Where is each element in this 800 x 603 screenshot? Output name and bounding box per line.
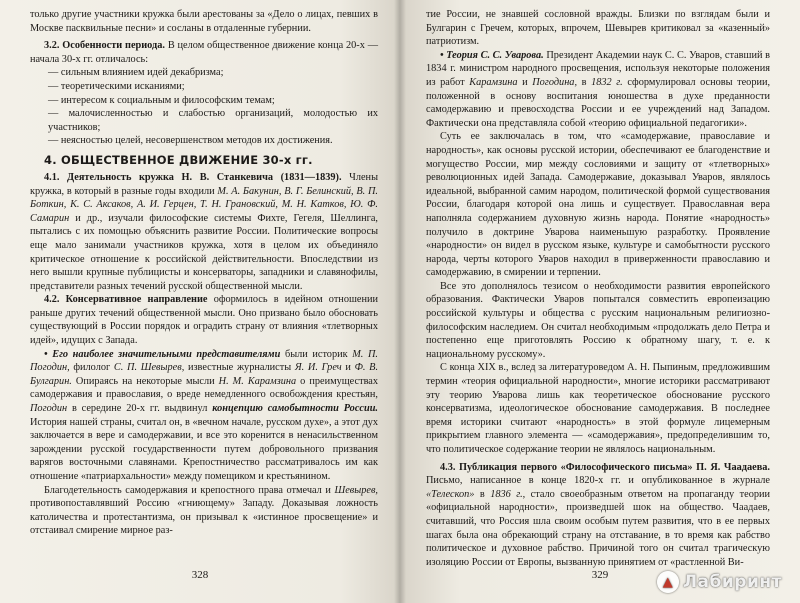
chapter-heading: 4. ОБЩЕСТВЕННОЕ ДВИЖЕНИЕ 30-х гг.: [44, 152, 313, 167]
paragraph: С конца XIX в., вслед за литературоведом А. Н. Пыпиным, предложившим термин «теория официальной народности», многие историки рассматривают эту теорию Уварова лишь как теоретическое обоснование русского консерватизма, идеологическое обоснование самодержавия. В последнее время историки считают «народность» в этой формуле лицемерным прикрытием главного элемента — «самодержавия», предопределившим то, что политическое содержание теории не являлось национальным.: [426, 362, 770, 455]
list-item: — неясностью целей, несовершенством методов их достижения.: [48, 135, 333, 147]
list-item: — малочисленностью и слабостью организаций, молодостью их участников;: [48, 108, 378, 133]
watermark-logo: ▲ Лабиринт: [657, 571, 782, 593]
paragraph: Благодетельность самодержавия и крепостного права отмечал и Шевырев, противопоставлявший Россию «гниющему» Западу. Доказывая ложность католичества и протестантизма, он призывал к «истинное просвещение» и отстаивал смирение мирное раз-: [30, 484, 378, 537]
right-page: [400, 0, 800, 603]
labirint-logo-icon: ▲: [657, 571, 679, 593]
page-number: 328: [191, 569, 209, 581]
list-item: — интересом к социальным и философским темам;: [48, 94, 275, 106]
uvarov-theory: • Теория С. С. Уварова. Президент Академии наук С. С. Уваров, ставший в 1834 г. министром народного просвещения, используя некоторые положения из работ Карамзина и Погодина, в 1832 г. сформулировал основы теории, положенной в основу воспитания юношества в духе преданности самодержавию и превосходства России и ее учреждений над Западом. Фактически она представляла собой «теорию официальной педагогики».: [426, 49, 771, 129]
section-4-3: 4.3. Публикация первого «Философического письма» П. Я. Чаадаева. Письмо, написанное в конце 1820-х гг. и опубликованное в журнале «Телескоп» в 1836 г., стало своеобразным ответом на пропаганду теории «официальной народности», произведшей шок на общество. Чаадаев, считавший, что Россия шла своим особым путем развития, что в ее первых шагах была она обрекающий страну на отставание, в то время как рабство политическое и духовное рабство. Причиной того он считал трагическую изоляцию России от Европы, вызванную принятием от «растленной Ви-: [426, 461, 771, 568]
section-4-1: 4.1. Деятельность кружка Н. В. Станкевича (1831—1839). Члены кружка, в который в разные годы входили М. А. Бакунин, В. Г. Белинский, В. П. Боткин, К. С. Аксаков, А. И. Герцен, Т. Н. Грановский, М. Н. Катков, Ю. Ф. Самарин и др., изучали философские системы Фихте, Гегеля, Шеллинга, пытались с их помощью объяснить развитие России. Политические вопросы еще мало занимали участников кружка, хотя в целом их объединяло критическое отношение к российской действительности. Впоследствии из него вышли крупные публицисты и консерваторы, западники и славянофилы, представители разных течений русской общественной мысли.: [30, 171, 379, 292]
paragraph: Все это дополнялось тезисом о необходимости развития европейского образования. Фактически Уваров попытался совместить европеизацию российской культуры и общества с русским национальным религиозно-философским наследием. Он считал необходимым «продолжать дело Петра и постепенно еще приготовлять Россию к обратному шагу, т. е. к национальному русскому».: [426, 280, 770, 360]
paragraph: Суть ее заключалась в том, что «самодержавие, православие и народность», как основы русской истории, обеспечивают ее благоденствие и могущество России, мир между сословиями и защиту от «тлетворных» революционных идей Запада. Самодержавие, доказывал Уваров, являлось идеальной, выбранной самим народом, политической формой существования России, благодаря которой она лишь и существует. Православная вера наполняла содержанием духовную жизнь народа. Понятие «народность» получило в доктрине Уварова наименьшую разработку. Проявление «народности» он видел в русском языке, культуре и самобытности русского народа, черты которого Уваров находил в приверженности православию и самодержавию, в смирении и терпении.: [426, 131, 770, 279]
paragraph: тие России, не знавшей сословной вражды. Близки по взглядам были и Булгарин с Гречем, которых, впрочем, Шевырев критиковал за «казенный» патриотизм.: [426, 9, 770, 48]
section-3-2: 3.2. Особенности периода. В целом общественное движение конца 20-х — начала 30-х гг. отличалось:: [30, 40, 378, 65]
section-4-2: 4.2. Консервативное направление оформилось в идейном отношении раньше других течений общественной мысли. Оно призвано было обосновать существующий в России порядок и оградить страну от влияния «тлетворных идей», идущих с Запада.: [30, 294, 379, 347]
list-item: — теоретическими исканиями;: [48, 80, 185, 92]
bullet-list: [30, 66, 378, 148]
representatives-paragraph: • Его наиболее значительными представителями были историк М. П. Погодин, филолог С. П. Шевырев, известные журналисты Я. И. Греч и Ф. В. Булгарин. Опираясь на некоторые мысли Н. М. Карамзина о преимуществах самодержавия и православия, о вреде немедленного освобождения крестьян, Погодин в середине 20-х гг. выдвинул концепцию самобытности России. История нашей страны, считал он, в «вечном начале, русском духе», а этот дух заключается в вере и самодержавии, и все это коренится в ненасильственном зарождении русской государственности путем добровольного призвания варягов восточными славянами. Крепостничество рассматривалось им как отношение «патриархальности» между помещиком и крестьянином.: [30, 348, 379, 482]
page-number: 329: [591, 569, 609, 581]
list-item: — сильным влиянием идей декабризма;: [48, 67, 224, 79]
paragraph: только другие участники кружка были арестованы за «Дело о лицах, певших в Москве пасквильные песни» и сосланы в отдаленные губернии.: [30, 9, 378, 34]
